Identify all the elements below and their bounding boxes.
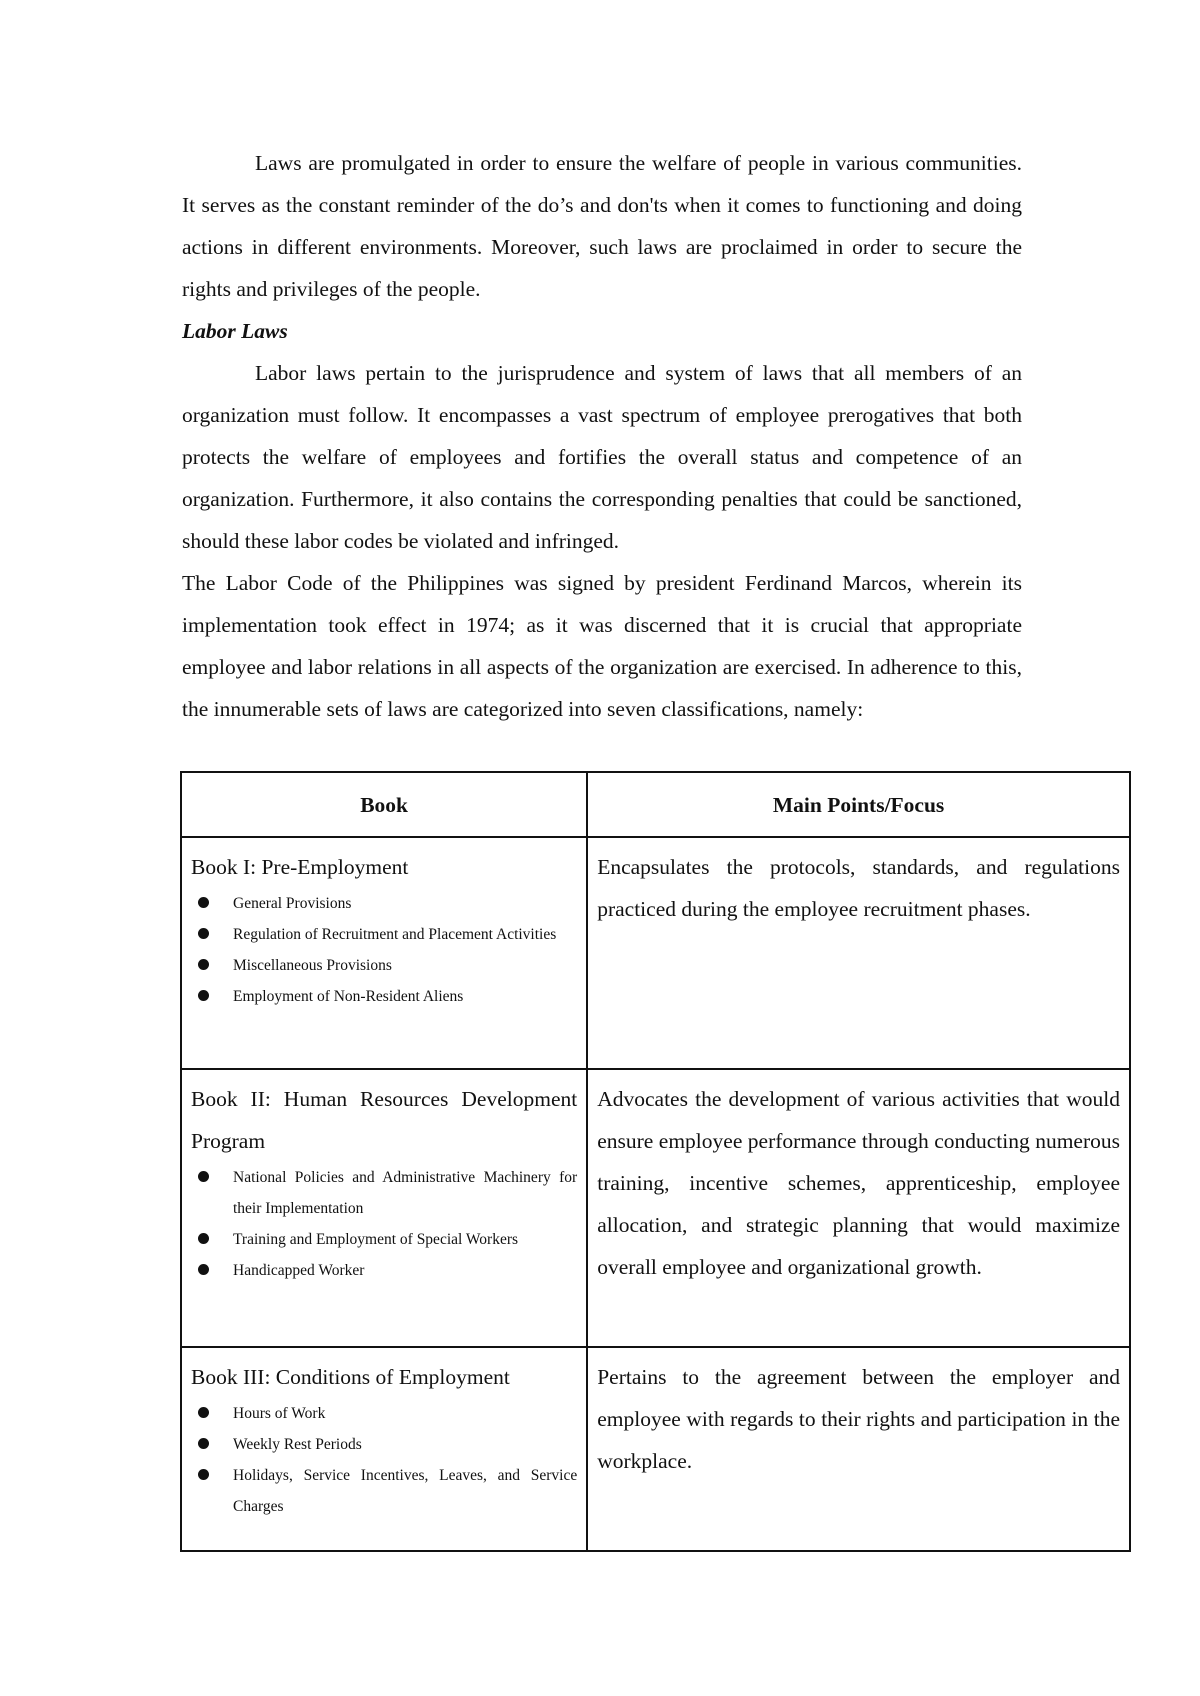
bullet-icon [198, 928, 209, 939]
point-text: Handicapped Worker [233, 1262, 365, 1279]
list-item [191, 1398, 577, 1429]
point-text: National Policies and Administrative Machinery for their Implementation [233, 1169, 578, 1217]
table-row [181, 837, 1130, 1069]
list-item [191, 1162, 577, 1224]
table-row [181, 1069, 1130, 1347]
bullet-icon [198, 1438, 209, 1449]
point-text: Weekly Rest Periods [233, 1436, 362, 1453]
body-text [182, 142, 1022, 730]
header-main-points: Main Points/Focus [587, 772, 1130, 837]
book-cell [181, 837, 587, 1069]
bullet-icon [198, 897, 209, 908]
labor-code-books-table [180, 771, 1131, 1552]
labor-code-paragraph: The Labor Code of the Philippines was signed by president Ferdinand Marcos, wherein its implementation took effect in 1974; as it was discerned that it is crucial that appropriate employee and labor relations in all aspects of the organization are exercised. In adherence to this, the innumerable sets of laws are categorized into seven classifications, namely: [182, 571, 1022, 721]
book-cell [181, 1069, 587, 1347]
header-book: Book [181, 772, 587, 837]
point-text: Training and Employment of Special Workers [233, 1231, 519, 1248]
focus-text: Pertains to the agreement between the employer and employee with regards to their rights and participation in the workplace. [597, 1365, 1120, 1473]
labor-laws-paragraph: Labor laws pertain to the jurisprudence and system of laws that all members of an organization must follow. It encompasses a vast spectrum of employee prerogatives that both protects the welfare of employees and fortifies the overall status and competence of an organization. Furthermore, it also contains the corresponding penalties that could be sanctioned, should these labor codes be violated and infringed. [182, 361, 1022, 553]
list-item [191, 1429, 577, 1460]
book-title: Book I: Pre-Employment [191, 855, 409, 879]
list-item [191, 950, 577, 981]
list-item [191, 919, 577, 950]
point-text: General Provisions [233, 895, 352, 912]
book-title: Book III: Conditions of Employment [191, 1365, 510, 1389]
focus-cell [587, 837, 1130, 1069]
book-cell [181, 1347, 587, 1551]
list-item [191, 888, 577, 919]
point-text: Employment of Non-Resident Aliens [233, 988, 464, 1005]
focus-cell [587, 1069, 1130, 1347]
point-text: Miscellaneous Provisions [233, 957, 392, 974]
table-row [181, 1347, 1130, 1551]
book-points-list [191, 1162, 577, 1286]
bullet-icon [198, 1469, 209, 1480]
intro-paragraph: Laws are promulgated in order to ensure the welfare of people in various communities. It serves as the constant reminder of the do’s and don'ts when it comes to functioning and doing actions in different environments. Moreover, such laws are proclaimed in order to secure the rights and privileges of the people. [182, 151, 1022, 301]
book-points-list [191, 888, 577, 1012]
bullet-icon [198, 1171, 209, 1182]
bullet-icon [198, 1407, 209, 1418]
list-item [191, 1460, 577, 1522]
point-text: Hours of Work [233, 1405, 326, 1422]
list-item [191, 1224, 577, 1255]
book-title: Book II: Human Resources Development Program [191, 1087, 578, 1153]
focus-cell [587, 1347, 1130, 1551]
section-heading: Labor Laws [182, 319, 288, 343]
list-item [191, 1255, 577, 1286]
point-text: Holidays, Service Incentives, Leaves, and Service Charges [233, 1467, 578, 1515]
bullet-icon [198, 959, 209, 970]
bullet-icon [198, 990, 209, 1001]
focus-text: Encapsulates the protocols, standards, and regulations practiced during the employee recruitment phases. [597, 855, 1120, 921]
list-item [191, 981, 577, 1012]
bullet-icon [198, 1264, 209, 1275]
bullet-icon [198, 1233, 209, 1244]
focus-text: Advocates the development of various activities that would ensure employee performance through conducting numerous training, incentive schemes, apprenticeship, employee allocation, and strategic planning that would maximize overall employee and organizational growth. [597, 1087, 1120, 1279]
point-text: Regulation of Recruitment and Placement Activities [233, 926, 557, 943]
table-header-row [181, 772, 1130, 837]
book-points-list [191, 1398, 577, 1522]
